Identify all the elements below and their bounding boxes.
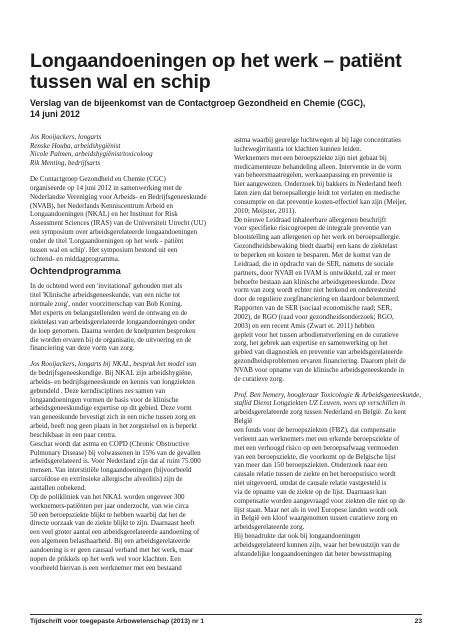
text-line: mensen. Van interstitiële longaandoeningen (bijvoorbeeld (30, 466, 192, 475)
article-subtitle (30, 98, 430, 119)
text-line: te beperken en kosten te besparen. Met de komst van de (234, 250, 391, 259)
text-line: de bedrijfsgeneeskundige. Bij NKAL zijn arbeidshygiëne, (30, 369, 193, 378)
author: Nicole Palmen, arbeidshygiënist/toxicoloog (30, 150, 153, 159)
text-line: hier aangewezen. Onderzoek bij bakkers in Nederland heeft (234, 180, 402, 189)
text-line: een symposium over arbeidsgerelateerde longaandoeningen (30, 228, 198, 237)
text-line: met een verhoogd risico op een beroepsafwaag vermoeden (234, 443, 399, 452)
text-line: Leidraad, die in opdracht van de SER, namens de sociale (234, 259, 394, 268)
text-line: arbeidsgerelateerd is. Voor Nederland zijn dat al ruim 75.000 (30, 457, 201, 466)
text-line: Op de polikliniek van het NKAL worden ongeveer 300 (30, 492, 185, 501)
text-line: laten zien dat beroepsallergie leidt tot verlaten en medische (234, 189, 400, 198)
nemery-paragraph (234, 391, 427, 559)
text-line: consumptie en dat preventie kosten-effectief kan zijn (Meijer, (234, 197, 407, 206)
text-line: titel 'Klinische arbeidsgeneeskunde, van een niche tot (30, 291, 180, 300)
right-column (234, 136, 427, 559)
text-line: Rapporten van de SER (sociaal economische raad; SER, (234, 304, 392, 313)
text-line: NVAB voor opname van de klinische arbeidsgeneeskunde in (234, 365, 404, 374)
text-line: 50 een beroepsziekte blijkt te hebben waarbij dat het de (30, 510, 186, 519)
text-line: voorbeeld hiervan is een werknemer met een bestaand (30, 563, 182, 572)
text-line: voor specifieke risicogroepen de integrale preventie van (234, 224, 392, 233)
text-line: de curatieve zorg. (234, 374, 284, 383)
text-line: van geneeskunde bevestigt zich in een niche tussen zorg en (30, 413, 196, 422)
text-line: werknemers-patiënten per jaar onderzocht, van wie circa (30, 501, 189, 510)
text-line: verleent aan werknemers met een erkende beroepsziekte of (234, 434, 400, 443)
text-line: die worden ervaren bij de organisatie, de uitvoering en de (30, 335, 192, 344)
article-subtitle-line: 14 juni 2012 (30, 108, 80, 119)
author: Renske Houba, arbeidshygiënist (30, 141, 121, 150)
text-line: arbeids- en bedrijfsgeneeskunde en kennis van longziekten (30, 377, 195, 386)
author: Rik Menting, bedrijfsarts (30, 159, 101, 168)
article-title (30, 51, 430, 93)
text-line: niet uitgevoerd, omdat de causale relatie vastgesteld is (234, 479, 387, 488)
text-line: tussen wal en schip'. Het symposium bestond uit een (30, 245, 178, 254)
text-line: gebundeld . Deze kerndisciplines zes samen van (30, 386, 166, 395)
author: Jos Rooijackers, longarts (30, 133, 102, 141)
text-line: 2010; Meijster, 2011). (234, 206, 297, 215)
text-line: onder de titel 'Longaandoeningen op het werk - patiënt (30, 236, 184, 245)
text-line: aandoening is er geen causaal verband met het werk, maar (30, 545, 194, 554)
text-line: arbeid, heeft nog geen plaats in het zorgstelsel en is beperkt (30, 422, 197, 431)
text-line: (NVAB), het Nederlands Kenniscentrum Arbeid en (30, 201, 173, 210)
text-line: aantallen onbekend. (30, 484, 86, 492)
text-line: Hij benadrukte dat ook bij longaandoeningen (234, 532, 361, 541)
left-column (30, 175, 223, 572)
text-line: in België een kloof waargenomen tussen curatieve zorg en (234, 514, 398, 523)
text-line: ochtend- en middagprogramma. (30, 254, 120, 263)
text-line: 2002), de RGO (raad voor gezondheidsonderzoek; RGO, (234, 312, 394, 321)
text-line: Prof. Ben Nemery, hoogleraar Toxicologie & Arbeidsgeneeskunde, (234, 390, 421, 399)
text-line: Jos Rooijackers, longarts bij NKAL, besprak het model van (30, 360, 197, 369)
text-line: De nieuwe Leidraad inhaleerbare allergenen beschrijft (234, 215, 387, 224)
text-line: luchtwegirritantia tot klachten kunnen leiden. (234, 144, 362, 153)
author-list (30, 133, 230, 168)
text-line: een veel groter aantal een arbeidsgerelateerde aandoening of (30, 528, 200, 537)
text-line: De Contactgroep Gezondheid en Chemie (CGC) (30, 175, 166, 183)
text-line: België (234, 417, 253, 426)
page-number: 23 (414, 618, 422, 625)
text-line: nopen de prikkels op het werk wel voor klachten. Een (30, 554, 181, 563)
text-line: zorg, het gebrek aan expertise en samenwerking op het (234, 339, 388, 348)
text-line: vorm van zorg wordt echter niet herkend en onderesteund (234, 286, 396, 295)
section-heading: Ochtendprogramma (30, 266, 121, 278)
text-line: via de opname van de ziekte op de lijst. Daarnaast kan (234, 487, 387, 496)
text-line: Assessment Sciences (IRAS) van de Universiteit Utrecht (UU) (30, 219, 206, 228)
text-line: compensatie worden aangevraagd voor ziekten die niet op de (234, 496, 406, 505)
text-line: beschikbaar in een paar centra. (30, 430, 117, 439)
text-line: blootstelling aan allergenen op het werk en beroepsallergie. (234, 233, 401, 242)
text-line: financiering van deze vorm van zorg. (30, 344, 135, 353)
text-line: arbeidsgerelateerde zorg. (234, 523, 305, 532)
text-line: partners, door NVAB en IVAM is ontwikkeld, zal er meer (234, 268, 396, 277)
text-line: normale zorg', onder voorzitterschap van Bob Koning. (30, 300, 183, 309)
text-line: arbeidsgerelateerd kunnen zijn, waar het bewustzijn van de (234, 540, 400, 549)
text-line: gebied van diagnostiek en preventie van arbeidsgerelateerde (234, 348, 403, 357)
text-line: van meer dan 150 beroepsziekten. Onderzoek naar een (234, 461, 388, 470)
text-line: longaandoeningen vormen de basis voor de klinische (30, 395, 179, 404)
text-line: afstandelijke longaandoeningen dat beter bewustmaping (234, 549, 392, 558)
text-line: 2003) en een recent Amis (Zwart et. 2011) hebben (234, 321, 375, 330)
footer-divider (30, 614, 422, 615)
text-line: een algemeen belasthaarheid. Bij een arbeidsgerelateerde (30, 537, 191, 546)
text-line: staflid Dienst Longziekten UZ Leuven, wees op verschillen in (234, 399, 406, 408)
text-line: arbeidsgerelateerde zorg tussen Nederland en België. Zo kent (234, 408, 407, 417)
article-subtitle-line: Verslag van de bijeenkomst van de Contactgroep Gezondheid en Chemie (CGC), (30, 98, 366, 108)
text-line: In de ochtend werd een 'invitational' gehouden met als (30, 282, 183, 291)
morning-program-paragraph (30, 282, 223, 353)
intro-paragraph (30, 175, 223, 263)
text-line: Geschat wordt dat astma en COPD (Chronic Obstructive (30, 439, 189, 448)
text-line: arbeidsgeneeskundige expertise op dit gebied. Deze vorm (30, 404, 192, 413)
text-line: Met experts en belangstellenden werd de ontwang en de (30, 308, 188, 317)
text-line: Nederlandse Vereniging voor Arbeids- en Bedrijfsgeneeskunde (30, 192, 207, 201)
nkal-paragraph (30, 360, 223, 572)
text-line: gezondheidsproblemen ervaren financiering. Daarom pleit de (234, 357, 406, 366)
text-line: Werknemers met een beroepsziekte zijn niet gebaat bij (234, 153, 387, 162)
text-line: een fonds voor de beroepsziekten (FBZ), dat compensatie (234, 426, 396, 434)
text-line: sarcoïdose en extrinsieke allergische alveolitis) zijn de (30, 475, 183, 484)
article-title-line: tussen wal en schip (30, 71, 211, 93)
text-line: causale relatie tussen de ziekte en het beroepsrisico wordt (234, 470, 396, 479)
text-line: van een beroepsziekte, die voorkomt op de Belgische lijst (234, 452, 396, 461)
text-line: van beheersmaatregelen, werkaanpassing en preventie is (234, 171, 393, 180)
text-line: directe oorzaak van de ziekte blijkt te zijn. Daarnaast heeft (30, 519, 195, 528)
text-line: astma waarbij geurelge luchtwegen al bij lage concentraties (234, 136, 401, 144)
prevention-paragraph (234, 136, 427, 384)
article-title-line: Longaandoeningen op het werk – patiënt (30, 50, 402, 72)
text-line: behoefte bestaan aan klinische arbeidsgeneeskunde. Deze (234, 277, 396, 286)
text-line: medicamenteuze behandeling alleen. Interventie in de vorm (234, 162, 402, 171)
text-line: Longaandoeningen (NKAL) en het Instituut for Risk (30, 210, 178, 219)
text-line: Pulmonary Disease) bij volwassenen in 15% van de gevallen (30, 448, 201, 457)
text-line: organiseerde op 14 juni 2012 in samenwerking met de (30, 183, 182, 192)
text-line: Gezondheidsbewaking biedt daarbij een kans de ziektelast (234, 242, 398, 251)
text-line: ziektelast van arbeidsgerelateerde longaandoeningen onder (30, 317, 196, 326)
text-line: door de reguliere zorgfinanciering en daardoor belemmerd. (234, 295, 400, 304)
text-line: lijst staan. Maar net als in veel Europese landen wordt ook (234, 505, 398, 514)
text-line: gepleit voor het tussen arbodienstverlening en de curatieve (234, 330, 399, 339)
text-line: de loep genomen. Daarna werden de knelpunten besproken (30, 326, 196, 335)
journal-footer: Tijdschrift voor toegepaste Arbowetenschap (2013) nr 1 (30, 618, 205, 625)
